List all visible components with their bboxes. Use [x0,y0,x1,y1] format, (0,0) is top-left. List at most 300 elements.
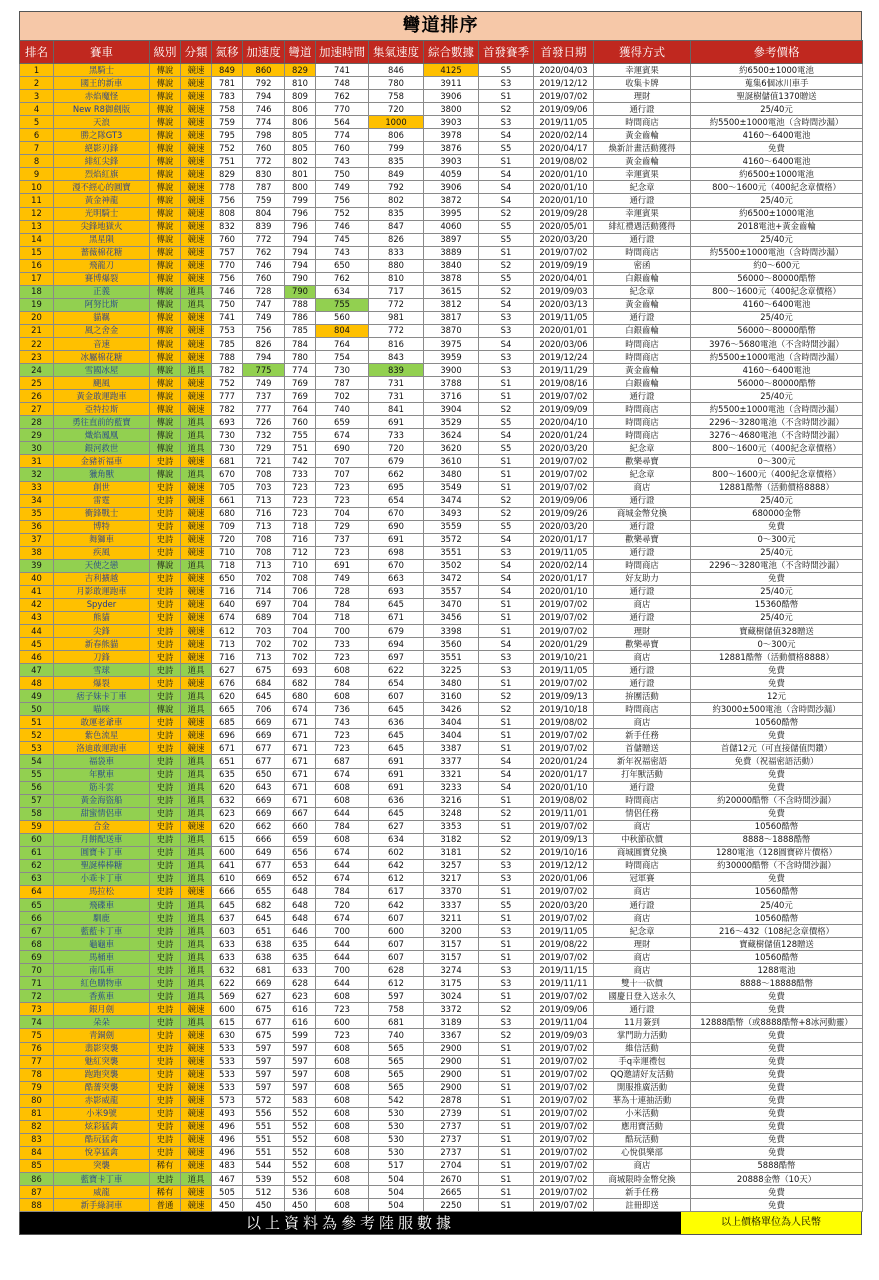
cell-price: 免費 [691,1055,863,1068]
cell-accel-time: 674 [316,912,369,925]
cell-grade: 史詩 [150,1003,181,1016]
cell-car: 衝鋒戰士 [54,507,150,520]
cell-charge-speed: 628 [369,964,424,977]
cell-car: 筋斗雲 [54,781,150,794]
cell-acceleration: 643 [243,781,285,794]
cell-price: 蒐集6個冰川車手 [691,77,863,90]
cell-source: 時間商店 [594,246,691,259]
cell-source: 商店 [594,651,691,664]
table-row [20,794,863,807]
cell-debut-date: 2019/12/12 [534,77,594,90]
cell-price: 免費 [691,872,863,885]
cell-car: 尖鋒 [54,625,150,638]
cell-accel-time: 608 [316,1055,369,1068]
cell-charge-speed: 833 [369,246,424,259]
cell-grade: 史詩 [150,885,181,898]
cell-accel-time: 723 [316,494,369,507]
cell-type: 競速 [181,90,212,103]
cell-corner: 733 [285,468,316,481]
cell-accel-time: 723 [316,1003,369,1016]
cell-corner: 552 [285,1120,316,1133]
cell-acceleration: 649 [243,846,285,859]
cell-charge-speed: 645 [369,807,424,820]
cell-acceleration: 749 [243,311,285,324]
cell-car: 疾風 [54,546,150,559]
cell-debut-season: S3 [479,351,534,364]
cell-car: 黃金神龍 [54,194,150,207]
cell-overall: 3353 [424,820,479,833]
cell-price: 免費 [691,1133,863,1146]
cell-price: 680000金幣 [691,507,863,520]
cell-debut-season: S2 [479,494,534,507]
cell-debut-season: S1 [479,1120,534,1133]
cell-corner: 708 [285,572,316,585]
cell-car: 新春熊貓 [54,638,150,651]
cell-overall: 3480 [424,677,479,690]
cell-rank: 64 [20,885,54,898]
cell-acceleration: 539 [243,1172,285,1185]
cell-corner: 704 [285,625,316,638]
table-row [20,207,863,220]
cell-charge-speed: 731 [369,390,424,403]
table-row [20,220,863,233]
table-row [20,1146,863,1159]
cell-overall: 3551 [424,651,479,664]
cell-nitro: 666 [212,885,243,898]
cell-debut-season: S5 [479,233,534,246]
cell-corner: 786 [285,311,316,324]
cell-car: 合金 [54,820,150,833]
cell-debut-season: S1 [479,625,534,638]
cell-debut-season: S1 [479,377,534,390]
cell-accel-time: 608 [316,1159,369,1172]
cell-debut-date: 2020/01/17 [534,768,594,781]
table-row [20,351,863,364]
table-row [20,1029,863,1042]
cell-source: 通行證 [594,899,691,912]
cell-debut-date: 2020/03/20 [534,233,594,246]
cell-overall: 3610 [424,455,479,468]
cell-debut-season: S4 [479,781,534,794]
cell-debut-season: S1 [479,90,534,103]
cell-nitro: 615 [212,1016,243,1029]
cell-debut-season: S5 [479,142,534,155]
cell-type: 競速 [181,481,212,494]
cell-overall: 3398 [424,625,479,638]
cell-source: 商城限時金幣兌換 [594,1172,691,1185]
cell-price: 4160～6400電池 [691,298,863,311]
cell-nitro: 720 [212,533,243,546]
table-row [20,690,863,703]
cell-source: 幸運賓果 [594,64,691,77]
cell-nitro: 632 [212,794,243,807]
cell-charge-speed: 839 [369,364,424,377]
cell-source: 商店 [594,964,691,977]
cell-grade: 史詩 [150,1055,181,1068]
cell-grade: 史詩 [150,1120,181,1133]
cell-nitro: 641 [212,859,243,872]
cell-car: 痞子妹卡丁車 [54,690,150,703]
column-header-debut-season: 首發賽季 [479,41,534,64]
cell-debut-date: 2019/07/02 [534,951,594,964]
cell-source: 黃金齒輪 [594,129,691,142]
cell-overall: 3367 [424,1029,479,1042]
cell-price: 免費 [691,664,863,677]
cell-source: 新手任務 [594,729,691,742]
cell-nitro: 533 [212,1055,243,1068]
table-row [20,1133,863,1146]
table-row [20,416,863,429]
cell-car: 緋紅尖鋒 [54,155,150,168]
cell-accel-time: 608 [316,833,369,846]
cell-charge-speed: 662 [369,468,424,481]
cell-car: 光明騎士 [54,207,150,220]
cell-rank: 11 [20,194,54,207]
cell-corner: 784 [285,337,316,350]
cell-overall: 3456 [424,611,479,624]
cell-car: 黃金敢運跑車 [54,390,150,403]
cell-rank: 19 [20,298,54,311]
cell-accel-time: 723 [316,546,369,559]
cell-source: 通行證 [594,664,691,677]
cell-debut-season: S1 [479,1068,534,1081]
cell-grade: 傳說 [150,181,181,194]
cell-debut-season: S1 [479,1094,534,1107]
cell-source: 時間商店 [594,416,691,429]
cell-nitro: 650 [212,572,243,585]
cell-acceleration: 737 [243,390,285,403]
cell-car: 絕影刃鋒 [54,142,150,155]
cell-accel-time: 750 [316,168,369,181]
cell-overall: 2737 [424,1133,479,1146]
cell-accel-time: 762 [316,90,369,103]
cell-type: 道具 [181,781,212,794]
cell-rank: 56 [20,781,54,794]
table-row [20,285,863,298]
cell-rank: 44 [20,625,54,638]
cell-debut-date: 2019/07/02 [534,885,594,898]
cell-overall: 3817 [424,311,479,324]
cell-price: 免費 [691,807,863,820]
table-row [20,403,863,416]
cell-overall: 3975 [424,337,479,350]
cell-charge-speed: 698 [369,546,424,559]
table-row [20,494,863,507]
cell-debut-date: 2019/07/02 [534,912,594,925]
cell-grade: 傳說 [150,103,181,116]
cell-grade: 傳說 [150,246,181,259]
cell-accel-time: 733 [316,638,369,651]
cell-overall: 3216 [424,794,479,807]
cell-overall: 4125 [424,64,479,77]
cell-source: 心悅俱樂部 [594,1146,691,1159]
cell-source: 時間商店 [594,429,691,442]
cell-debut-date: 2019/07/02 [534,1199,594,1212]
table-row [20,103,863,116]
cell-source: 商城金幣兌換 [594,507,691,520]
cell-acceleration: 702 [243,572,285,585]
cell-car: 藍藍卡丁車 [54,925,150,938]
cell-accel-time: 723 [316,742,369,755]
cell-grade: 史詩 [150,690,181,703]
cell-grade: 史詩 [150,664,181,677]
cell-grade: 傳說 [150,429,181,442]
cell-rank: 71 [20,977,54,990]
cell-corner: 796 [285,220,316,233]
cell-grade: 稀有 [150,1159,181,1172]
cell-type: 競速 [181,651,212,664]
cell-rank: 74 [20,1016,54,1029]
cell-debut-season: S2 [479,103,534,116]
cell-acceleration: 669 [243,729,285,742]
cell-type: 道具 [181,912,212,925]
cell-source: 時間商店 [594,351,691,364]
column-header-price: 參考價格 [691,41,863,64]
cell-acceleration: 774 [243,116,285,129]
cell-source: 中秋節砍價 [594,833,691,846]
cell-rank: 68 [20,938,54,951]
cell-accel-time: 687 [316,755,369,768]
cell-nitro: 685 [212,716,243,729]
cell-accel-time: 674 [316,768,369,781]
cell-charge-speed: 645 [369,729,424,742]
cell-debut-date: 2020/01/24 [534,755,594,768]
cell-charge-speed: 816 [369,337,424,350]
cell-nitro: 496 [212,1146,243,1159]
cell-car: 龜龜車 [54,938,150,951]
cell-overall: 2737 [424,1146,479,1159]
cell-grade: 史詩 [150,859,181,872]
cell-debut-season: S2 [479,833,534,846]
cell-charge-speed: 772 [369,324,424,337]
cell-overall: 3560 [424,638,479,651]
cell-type: 競速 [181,494,212,507]
cell-grade: 傳說 [150,77,181,90]
cell-acceleration: 762 [243,246,285,259]
cell-source: 時間商店 [594,559,691,572]
cell-charge-speed: 835 [369,155,424,168]
cell-rank: 86 [20,1172,54,1185]
cell-debut-season: S3 [479,1016,534,1029]
cell-corner: 702 [285,638,316,651]
cell-grade: 傳說 [150,129,181,142]
cell-source: 雙十一砍價 [594,977,691,990]
cell-type: 競速 [181,64,212,77]
cell-acceleration: 732 [243,429,285,442]
cell-accel-time: 700 [316,625,369,638]
cell-debut-season: S3 [479,116,534,129]
cell-type: 競速 [181,585,212,598]
cell-grade: 傳說 [150,390,181,403]
cell-car: 颶風 [54,377,150,390]
cell-overall: 3903 [424,155,479,168]
cell-corner: 794 [285,246,316,259]
cell-type: 競速 [181,507,212,520]
cell-rank: 12 [20,207,54,220]
cell-charge-speed: 645 [369,598,424,611]
footer-unit-note: 以上價格單位為人民幣 [681,1212,861,1234]
table-row [20,1159,863,1172]
cell-source: 新手任務 [594,1186,691,1199]
cell-overall: 3978 [424,129,479,142]
cell-type: 競速 [181,142,212,155]
cell-source: 紀念章 [594,442,691,455]
sheet-title: 彎道排序 [19,11,862,40]
cell-corner: 702 [285,651,316,664]
cell-debut-season: S4 [479,337,534,350]
cell-corner: 801 [285,168,316,181]
cell-car: 音速 [54,337,150,350]
cell-rank: 53 [20,742,54,755]
cell-rank: 10 [20,181,54,194]
cell-nitro: 600 [212,846,243,859]
cell-nitro: 746 [212,285,243,298]
cell-charge-speed: 679 [369,455,424,468]
cell-price: 免費（祝福密語活動） [691,755,863,768]
cell-debut-date: 2019/10/18 [534,703,594,716]
column-header-source: 獲得方式 [594,41,691,64]
cell-charge-speed: 690 [369,520,424,533]
cell-debut-date: 2019/09/28 [534,207,594,220]
cell-rank: 85 [20,1159,54,1172]
cell-charge-speed: 841 [369,403,424,416]
cell-accel-time: 755 [316,298,369,311]
cell-grade: 史詩 [150,990,181,1003]
cell-grade: 史詩 [150,1107,181,1120]
cell-car: 勇往直前的藍寶 [54,416,150,429]
footer-bar [19,1212,862,1235]
cell-acceleration: 777 [243,403,285,416]
cell-charge-speed: 697 [369,651,424,664]
cell-price: 25/40元 [691,585,863,598]
cell-accel-time: 720 [316,899,369,912]
cell-car: 尖鋒地獄火 [54,220,150,233]
cell-rank: 38 [20,546,54,559]
cell-overall: 3189 [424,1016,479,1029]
cell-grade: 傳說 [150,337,181,350]
cell-corner: 671 [285,716,316,729]
cell-type: 競速 [181,246,212,259]
cell-type: 道具 [181,990,212,1003]
cell-overall: 3551 [424,546,479,559]
cell-debut-season: S1 [479,390,534,403]
cell-nitro: 783 [212,90,243,103]
cell-overall: 3911 [424,77,479,90]
cell-nitro: 670 [212,468,243,481]
table-row [20,729,863,742]
cell-corner: 536 [285,1186,316,1199]
table-row [20,546,863,559]
cell-nitro: 713 [212,638,243,651]
ranking-table [19,40,863,1212]
cell-debut-season: S1 [479,611,534,624]
cell-acceleration: 714 [243,585,285,598]
cell-acceleration: 728 [243,285,285,298]
cell-type: 競速 [181,572,212,585]
cell-accel-time: 644 [316,951,369,964]
cell-corner: 682 [285,677,316,690]
cell-accel-time: 737 [316,533,369,546]
cell-debut-season: S4 [479,533,534,546]
cell-rank: 60 [20,833,54,846]
cell-source: 歡樂尋寶 [594,455,691,468]
cell-debut-season: S1 [479,246,534,259]
cell-grade: 史詩 [150,964,181,977]
cell-source: 商店 [594,481,691,494]
cell-debut-season: S2 [479,507,534,520]
cell-debut-date: 2019/07/02 [534,1055,594,1068]
cell-overall: 3716 [424,390,479,403]
cell-source: 開服推廣活動 [594,1081,691,1094]
cell-debut-date: 2019/07/02 [534,246,594,259]
table-row [20,337,863,350]
cell-accel-time: 760 [316,142,369,155]
cell-price: 免費 [691,729,863,742]
cell-price: 12881酷幣（活動價格8888） [691,481,863,494]
cell-source: QQ邀請好友活動 [594,1068,691,1081]
cell-nitro: 533 [212,1068,243,1081]
cell-accel-time: 700 [316,964,369,977]
cell-nitro: 709 [212,520,243,533]
cell-corner: 794 [285,259,316,272]
cell-debut-date: 2019/12/12 [534,859,594,872]
cell-overall: 3480 [424,468,479,481]
cell-corner: 599 [285,1029,316,1042]
cell-acceleration: 703 [243,625,285,638]
cell-corner: 648 [285,912,316,925]
cell-nitro: 496 [212,1133,243,1146]
cell-price: 免費 [691,1081,863,1094]
cell-source: 時間商店 [594,116,691,129]
cell-source: 通行證 [594,611,691,624]
cell-debut-season: S4 [479,298,534,311]
cell-car: 風之舍金 [54,324,150,337]
cell-debut-date: 2020/03/20 [534,442,594,455]
cell-corner: 706 [285,585,316,598]
cell-corner: 616 [285,1016,316,1029]
cell-debut-season: S5 [479,520,534,533]
cell-source: 掌門助力活動 [594,1029,691,1042]
cell-rank: 36 [20,520,54,533]
cell-overall: 3211 [424,912,479,925]
cell-charge-speed: 799 [369,142,424,155]
cell-debut-season: S1 [479,598,534,611]
cell-debut-season: S5 [479,899,534,912]
cell-price: 聖誕樹儲值1370贈送 [691,90,863,103]
cell-acceleration: 682 [243,899,285,912]
cell-grade: 史詩 [150,1042,181,1055]
cell-car: 雪球 [54,664,150,677]
cell-overall: 3337 [424,899,479,912]
cell-charge-speed: 612 [369,872,424,885]
cell-car: 銀河救世 [54,442,150,455]
cell-charge-speed: 846 [369,64,424,77]
cell-type: 競速 [181,103,212,116]
cell-car: 馬拉松 [54,885,150,898]
cell-nitro: 849 [212,64,243,77]
cell-acceleration: 597 [243,1055,285,1068]
cell-type: 競速 [181,598,212,611]
table-row [20,912,863,925]
table-row [20,977,863,990]
cell-overall: 3903 [424,116,479,129]
cell-car: 黑騎士 [54,64,150,77]
cell-car: 國王的新車 [54,77,150,90]
table-row [20,951,863,964]
cell-charge-speed: 530 [369,1120,424,1133]
cell-overall: 2665 [424,1186,479,1199]
cell-type: 競速 [181,1146,212,1159]
